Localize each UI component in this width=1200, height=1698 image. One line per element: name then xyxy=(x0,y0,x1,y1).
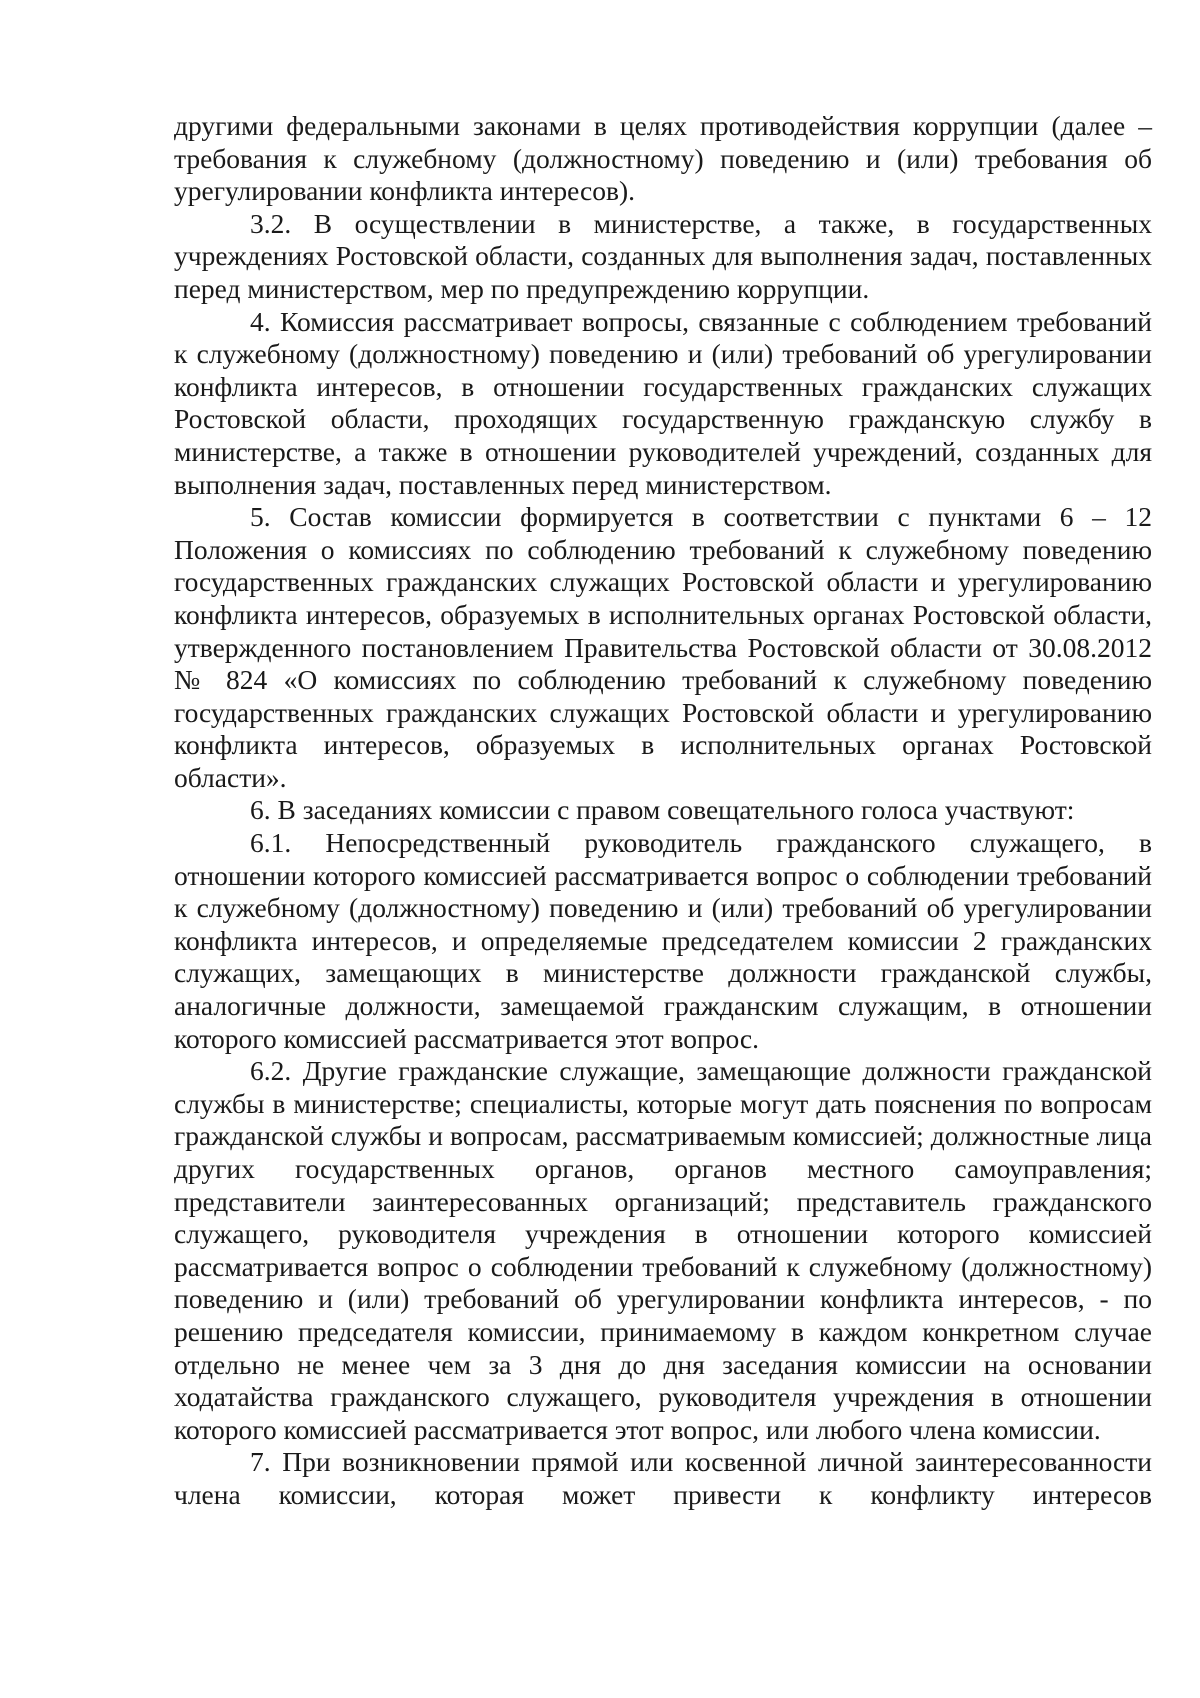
paragraph-3-2: 3.2. В осуществлении в министерстве, а также, в государственных учреждениях Ростовской области, созданных для выполнения задач, поставленных перед министерством, мер по предупреждению коррупции. xyxy=(174,207,1152,304)
paragraph-6: 6. В заседаниях комиссии с правом совещательного голоса участвуют: xyxy=(250,794,1075,826)
paragraph-4: 4. Комиссия рассматривает вопросы, связанные с соблюдением требований к служебному (должностному) поведению и (или) требований об урегулировании конфликта интересов, в отношении государственных гражданских служащих Ростовской области, проходящих государственную гражданскую службу в министерстве, а также в отношении руководителей учреждений, созданных для выполнения задач, поставленных перед министерством. xyxy=(174,305,1152,500)
paragraph-6-2: 6.2. Другие гражданские служащие, замещающие должности гражданской службы в министерстве; специалисты, которые могут дать пояснения по вопросам гражданской службы и вопросам, рассматриваемым комиссией; должностные лица других государственных органов, органов местного самоуправления; представители заинтересованных организаций; представитель гражданского служащего, руководителя учреждения в отношении которого комиссией рассматривается вопрос о соблюдении требований к служебному (должностному) поведению и (или) требований об урегулировании конфликта интересов, - по решению председателя комиссии, принимаемому в каждом конкретном случае отдельно не менее чем за 3 дня до дня заседания комиссии на основании ходатайства гражданского служащего, руководителя учреждения в отношении которого комиссией рассматривается этот вопрос, или любого члена комиссии. xyxy=(174,1055,1152,1445)
document-page xyxy=(174,110,1152,1512)
paragraph-5: 5. Состав комиссии формируется в соответствии с пунктами 6 – 12 Положения о комиссиях по соблюдению требований к служебному поведению государственных гражданских служащих Ростовской области и урегулированию конфликта интересов, образуемых в исполнительных органах Ростовской области, утвержденного постановлением Правительства Ростовской области от 30.08.2012 № 824 «О комиссиях по соблюдению требований к служебному поведению государственных гражданских служащих Ростовской области и урегулированию конфликта интересов, образуемых в исполнительных органах Ростовской области». xyxy=(174,501,1152,793)
paragraph-6-1: 6.1. Непосредственный руководитель гражданского служащего, в отношении которого комиссией рассматривается вопрос о соблюдении требований к служебному (должностному) поведению и (или) требований об урегулировании конфликта интересов, и определяемые председателем комиссии 2 гражданских служащих, замещающих в министерстве должности гражданской службы, аналогичные должности, замещаемой гражданским служащим, в отношении которого комиссией рассматривается этот вопрос. xyxy=(174,827,1152,1054)
paragraph-7: 7. При возникновении прямой или косвенной личной заинтересованности члена комиссии, которая может привести к конфликту интересов xyxy=(174,1446,1152,1510)
paragraph-continuation: другими федеральными законами в целях противодействия коррупции (далее – требования к служебному (должностному) поведению и (или) требования об урегулировании конфликта интересов). xyxy=(174,110,1152,207)
